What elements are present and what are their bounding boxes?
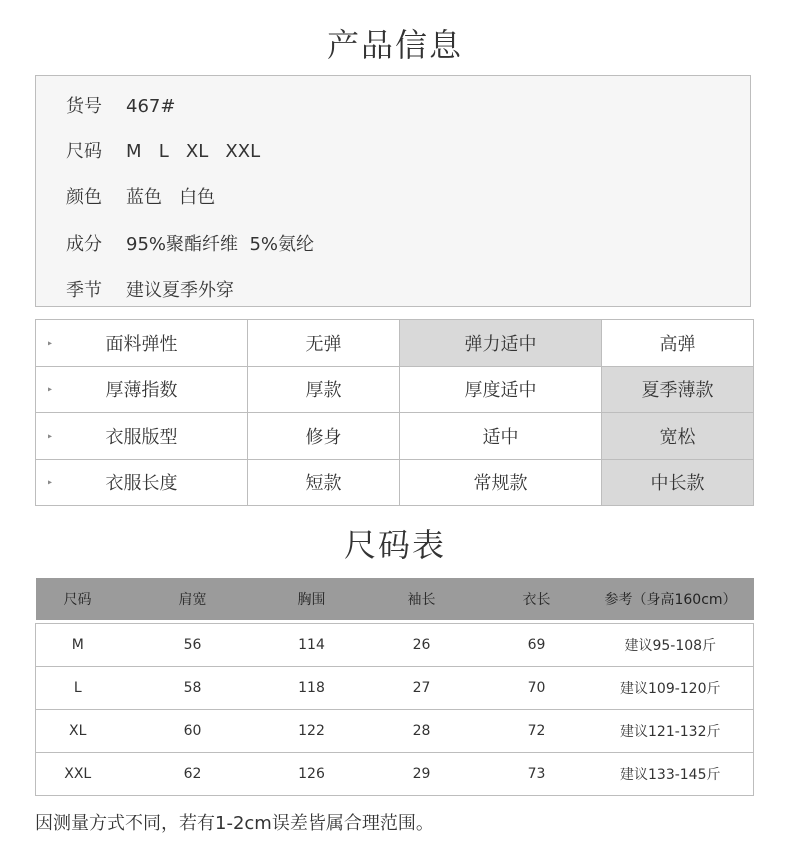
attribute-option-selected: 夏季薄款 (602, 366, 754, 413)
table-cell: 58 (120, 667, 266, 710)
table-row (36, 667, 754, 710)
attribute-row-fit (36, 413, 754, 460)
info-value: 95%聚酯纤维 5%氨纶 (126, 234, 315, 255)
table-cell: 56 (120, 624, 266, 667)
table-cell: 62 (120, 753, 266, 796)
attribute-option: 厚款 (248, 366, 400, 413)
info-value: 467# (126, 96, 176, 117)
table-row (36, 624, 754, 667)
info-key: 季节 (66, 280, 102, 301)
attribute-row-length (36, 459, 754, 506)
bullet-arrow-icon: ▸ (48, 431, 53, 441)
table-cell: 26 (358, 624, 486, 667)
attribute-option: 厚度适中 (400, 366, 602, 413)
attribute-option-selected: 中长款 (602, 459, 754, 506)
table-cell: 73 (486, 753, 588, 796)
header-cell: 袖长 (358, 578, 486, 620)
attribute-option: 常规款 (400, 459, 602, 506)
info-row-composition (66, 230, 314, 256)
info-key: 成分 (66, 234, 102, 255)
attribute-label: ▸ 厚薄指数 (36, 366, 248, 413)
info-value: M L XL XXL (126, 141, 261, 162)
info-row-size (66, 137, 260, 163)
info-value: 蓝色 白色 (126, 187, 216, 208)
table-cell: L (36, 667, 120, 710)
table-cell: 28 (358, 710, 486, 753)
attribute-row-elasticity (36, 320, 754, 367)
header-cell: 衣长 (486, 578, 588, 620)
table-cell: 122 (266, 710, 358, 753)
table-row (36, 753, 754, 796)
table-cell: 27 (358, 667, 486, 710)
product-info-title: 产品信息 (326, 26, 463, 64)
attribute-option: 无弹 (248, 320, 400, 367)
attribute-label: ▸ 衣服版型 (36, 413, 248, 460)
info-row-color (66, 183, 215, 209)
attribute-option: 短款 (248, 459, 400, 506)
measurement-note: 因测量方式不同，若有1-2cm误差皆属合理范围。 (35, 813, 434, 834)
size-chart-title: 尺码表 (343, 526, 446, 564)
table-cell: 建议109-120斤 (588, 667, 754, 710)
product-info-panel (35, 75, 751, 307)
table-cell: 60 (120, 710, 266, 753)
table-cell: 114 (266, 624, 358, 667)
bullet-arrow-icon: ▸ (48, 338, 53, 348)
info-key: 尺码 (66, 141, 102, 162)
table-cell: 118 (266, 667, 358, 710)
info-row-item-no (66, 92, 175, 118)
table-row (36, 710, 754, 753)
header-cell: 尺码 (36, 578, 120, 620)
header-cell: 肩宽 (120, 578, 266, 620)
info-key: 颜色 (66, 187, 102, 208)
table-cell: 建议133-145斤 (588, 753, 754, 796)
info-value: 建议夏季外穿 (126, 280, 234, 301)
attribute-row-thickness (36, 366, 754, 413)
attribute-option: 修身 (248, 413, 400, 460)
bullet-arrow-icon: ▸ (48, 477, 53, 487)
info-row-season (66, 276, 234, 302)
attribute-label: ▸ 衣服长度 (36, 459, 248, 506)
size-table (35, 578, 754, 796)
header-cell: 胸围 (266, 578, 358, 620)
attribute-option: 适中 (400, 413, 602, 460)
table-cell: XXL (36, 753, 120, 796)
table-cell: M (36, 624, 120, 667)
attribute-option: 高弹 (602, 320, 754, 367)
table-cell: 建议121-132斤 (588, 710, 754, 753)
attribute-table (35, 319, 754, 506)
table-cell: 建议95-108斤 (588, 624, 754, 667)
size-table-header (36, 578, 754, 620)
attribute-option-selected: 宽松 (602, 413, 754, 460)
table-cell: 70 (486, 667, 588, 710)
table-cell: 29 (358, 753, 486, 796)
bullet-arrow-icon: ▸ (48, 384, 53, 394)
info-key: 货号 (66, 96, 102, 117)
table-cell: 72 (486, 710, 588, 753)
table-cell: 126 (266, 753, 358, 796)
header-cell: 参考（身高160cm） (588, 578, 754, 620)
table-cell: 69 (486, 624, 588, 667)
attribute-option-selected: 弹力适中 (400, 320, 602, 367)
table-cell: XL (36, 710, 120, 753)
attribute-label: ▸ 面料弹性 (36, 320, 248, 367)
